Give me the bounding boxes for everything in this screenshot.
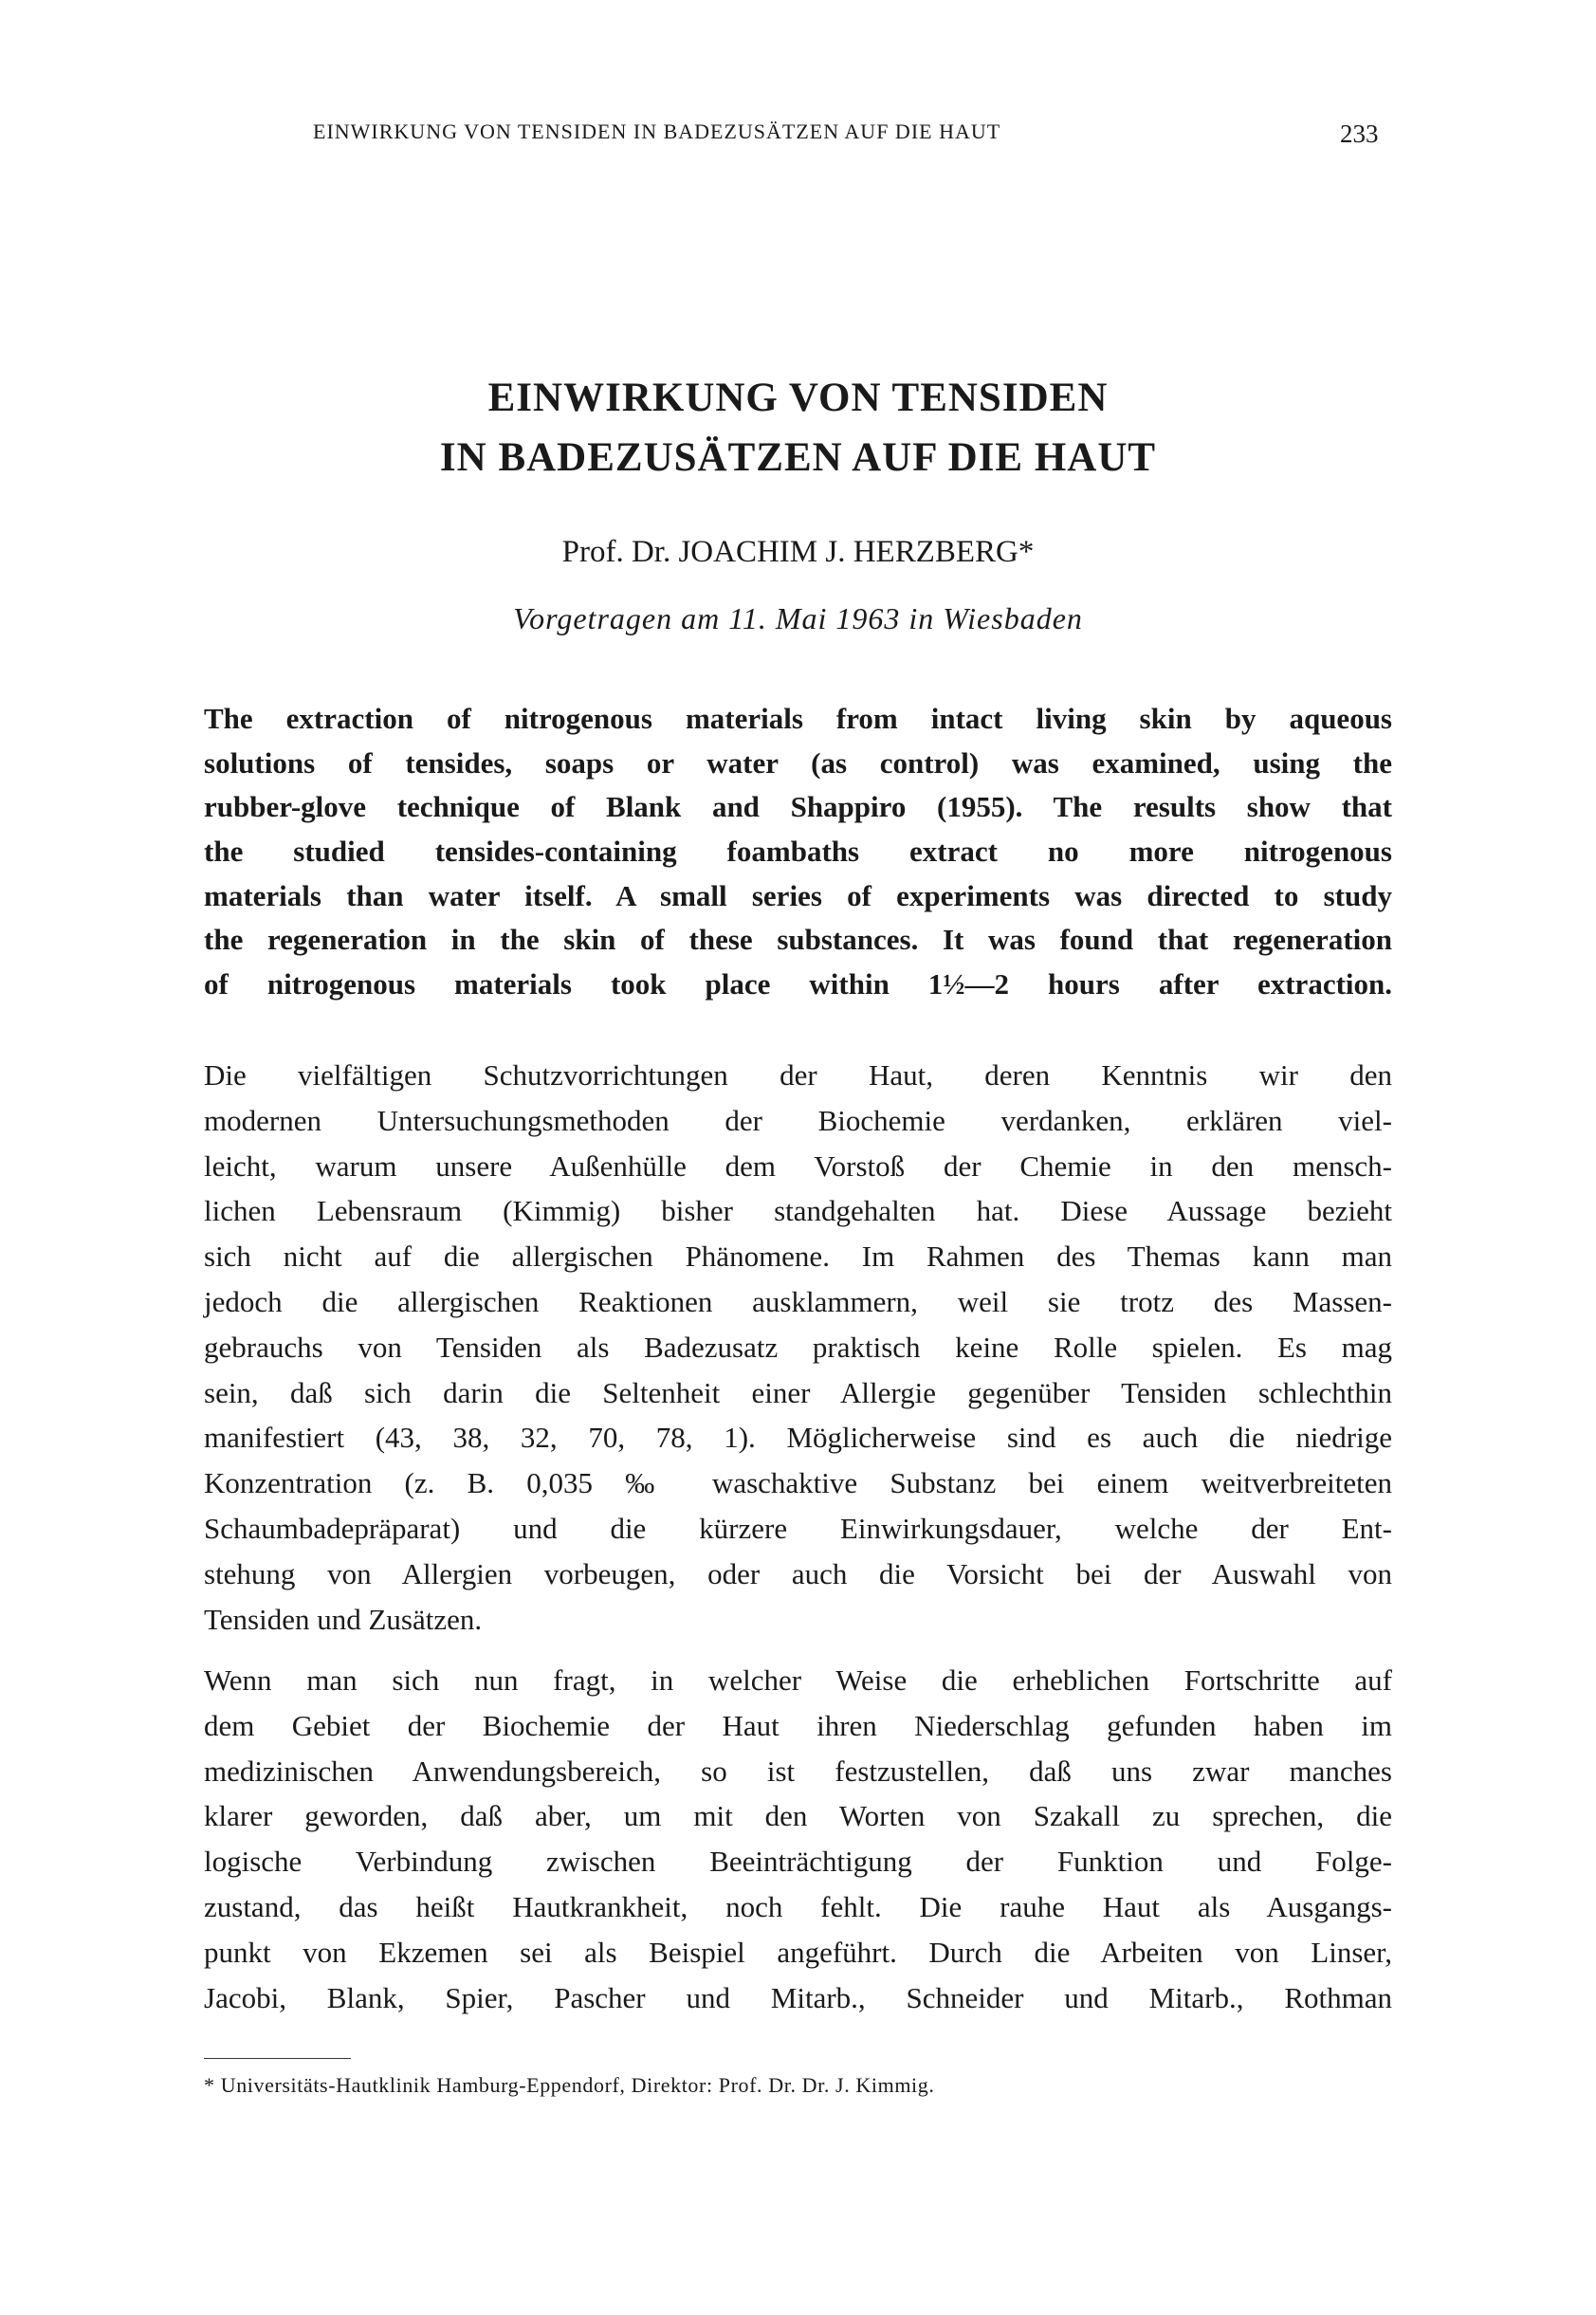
title-line-1: EINWIRKUNG VON TENSIDEN: [487, 376, 1109, 420]
text-line: the regeneration in the skin of these substances. It was found that regeneration: [204, 923, 1392, 957]
text-line: Tensiden und Zusätzen.: [204, 1602, 483, 1636]
text-line: rubber-glove technique of Blank and Shappiro (1955). The results show that: [204, 790, 1392, 824]
page-number: 233: [1340, 119, 1379, 148]
text-line: the studied tensides-containing foambaths extract no more nitrogenous: [204, 835, 1392, 869]
text-line: punkt von Ekzemen sei als Beispiel angeführt. Durch die Arbeiten von Linser,: [204, 1935, 1392, 1969]
text-line: jedoch die allergischen Reaktionen ausklammern, weil sie trotz des Massen-: [204, 1284, 1392, 1318]
running-header: EINWIRKUNG VON TENSIDEN IN BADEZUSÄTZEN AUF DIE HAUT: [313, 119, 1001, 143]
text-line: Wenn man sich nun fragt, in welcher Weise die erheblichen Fortschritte auf: [204, 1663, 1392, 1697]
text-line: medizinischen Anwendungsbereich, so ist festzustellen, daß uns zwar manches: [204, 1754, 1392, 1788]
text-line: sich nicht auf die allergischen Phänomene. Im Rahmen des Themas kann man: [204, 1240, 1392, 1274]
text-line: Konzentration (z. B. 0,035 ‰ waschaktive Substanz bei einem weitverbreiteten: [204, 1466, 1392, 1500]
text-line: The extraction of nitrogenous materials from intact living skin by aqueous: [204, 702, 1392, 735]
text-line: lichen Lebensraum (Kimmig) bisher standgehalten hat. Diese Aussage bezieht: [204, 1194, 1392, 1228]
text-line: gebrauchs von Tensiden als Badezusatz praktisch keine Rolle spielen. Es mag: [204, 1330, 1392, 1364]
text-line: modernen Untersuchungsmethoden der Biochemie verdanken, erklären viel-: [204, 1103, 1392, 1137]
presentation-note: Vorgetragen am 11. Mai 1963 in Wiesbaden: [513, 601, 1083, 635]
text-line: Jacobi, Blank, Spier, Pascher und Mitarb., Schneider und Mitarb., Rothman: [204, 1980, 1392, 2014]
text-line: zustand, das heißt Hautkrankheit, noch fehlt. Die rauhe Haut als Ausgangs-: [204, 1889, 1392, 1923]
text-line: logische Verbindung zwischen Beeinträchtigung der Funktion und Folge-: [204, 1845, 1392, 1879]
author: Prof. Dr. JOACHIM J. HERZBERG*: [561, 535, 1035, 569]
text-line: leicht, warum unsere Außenhülle dem Vorstoß der Chemie in den mensch-: [204, 1148, 1392, 1183]
text-line: dem Gebiet der Biochemie der Haut ihren Niederschlag gefunden haben im: [204, 1708, 1392, 1742]
text-line: stehung von Allergien vorbeugen, oder auch die Vorsicht bei der Auswahl von: [204, 1556, 1392, 1590]
text-line: manifestiert (43, 38, 32, 70, 78, 1). Möglicherweise sind es auch die niedrige: [204, 1421, 1392, 1455]
text-line: klarer geworden, daß aber, um mit den Worten von Szakall zu sprechen, die: [204, 1799, 1392, 1833]
title-line-2: IN BADEZUSÄTZEN AUF DIE HAUT: [439, 435, 1157, 480]
text-line: sein, daß sich darin die Seltenheit einer Allergie gegenüber Tensiden schlechthin: [204, 1375, 1392, 1409]
paragraph-2: [204, 1658, 1392, 2020]
paragraph-1: [204, 1053, 1392, 1642]
footnote: * Universitäts-Hautklinik Hamburg-Eppendorf, Direktor: Prof. Dr. Dr. J. Kimmig.: [204, 2073, 935, 2097]
text-line: of nitrogenous materials took place within 1½—2 hours after extraction.: [204, 967, 1392, 1001]
text-line: Schaumbadepräparat) und die kürzere Einwirkungsdauer, welche der Ent-: [204, 1511, 1392, 1545]
footnote-rule: [204, 2058, 351, 2059]
text-line: materials than water itself. A small series of experiments was directed to study: [204, 878, 1392, 912]
text-line: Die vielfältigen Schutzvorrichtungen der Haut, deren Kenntnis wir den: [204, 1058, 1392, 1092]
text-line: solutions of tensides, soaps or water (as control) was examined, using the: [204, 745, 1392, 780]
abstract: [204, 697, 1392, 1007]
